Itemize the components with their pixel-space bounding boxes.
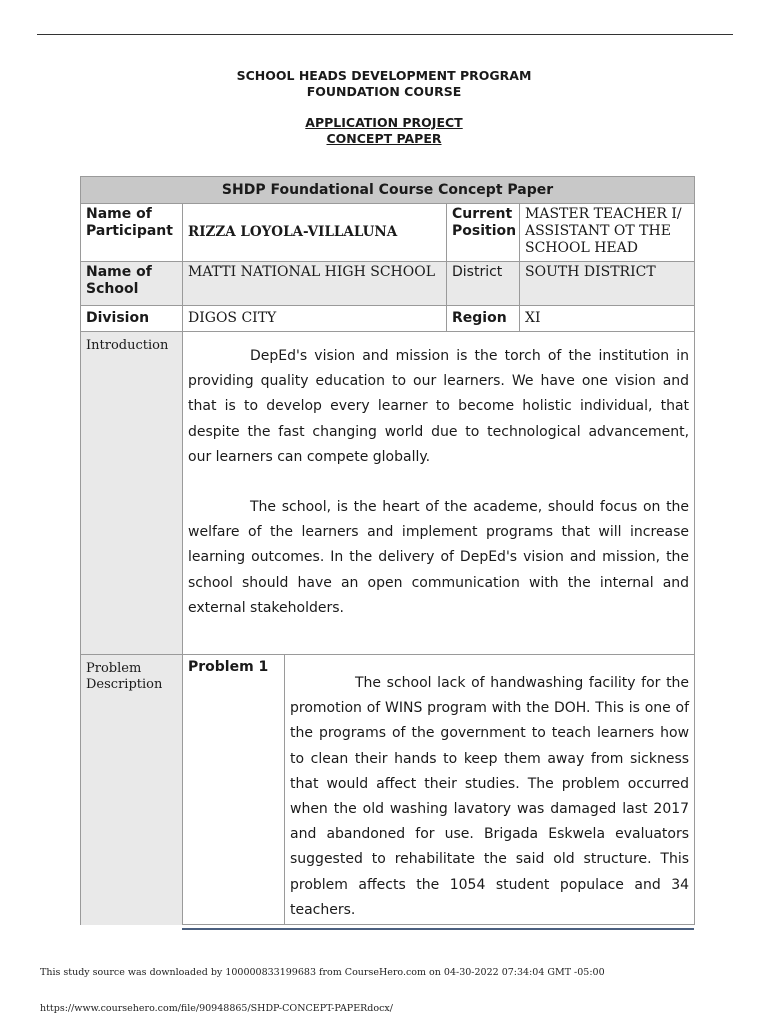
position-label: Current Position bbox=[447, 204, 520, 262]
course-title: FOUNDATION COURSE bbox=[306, 84, 462, 99]
problem1-label: Problem 1 bbox=[183, 655, 285, 925]
introduction-row bbox=[81, 332, 695, 655]
region-value: XI bbox=[520, 306, 695, 332]
paper-title: CONCEPT PAPER bbox=[326, 131, 442, 146]
problem1-text: The school lack of handwashing facility for the promotion of WINS program with the DOH. This is one of the programs of the government to teach learners how to clean their hands to keep them away from sickness that would affect their studies. The problem occurred when the old washing lavatory was damaged last 2017 and abandoned for use. Brigada Eskwela evaluators suggested to rehabilitate the said old structure. This problem affects the 1054 student populace and 34 teachers. bbox=[290, 675, 690, 918]
school-row bbox=[81, 262, 695, 306]
problem-row bbox=[81, 655, 695, 925]
division-row bbox=[81, 306, 695, 332]
introduction-paragraph-1: DepEd's vision and mission is the torch of the institution in providing quality education to our learners. We have one vision and that is to develop every learner to become holistic individual, that despite the fast changing world due to technological advancement, our learners can compete globally. bbox=[188, 348, 690, 465]
district-value: SOUTH DISTRICT bbox=[520, 262, 695, 306]
participant-label: Name of Participant bbox=[81, 204, 183, 262]
school-label: Name of School bbox=[81, 262, 183, 306]
concept-paper-table bbox=[80, 176, 695, 925]
introduction-body bbox=[183, 332, 695, 655]
source-footer: This study source was downloaded by 100000833199683 from CourseHero.com on 04-30-2022 07:34:04 GMT -05:00 bbox=[40, 967, 605, 978]
division-label: Division bbox=[81, 306, 183, 332]
school-value: MATTI NATIONAL HIGH SCHOOL bbox=[183, 262, 447, 306]
district-label: District bbox=[447, 262, 520, 306]
division-value: DIGOS CITY bbox=[183, 306, 447, 332]
introduction-label: Introduction bbox=[81, 332, 183, 655]
paper-title-wrap bbox=[0, 131, 768, 147]
participant-row bbox=[81, 204, 695, 262]
introduction-paragraph-2: The school, is the heart of the academe, should focus on the welfare of the learners and implement programs that will increase learning outcomes. In the delivery of DepEd's vision and mission, the school should have an open communication with the internal and external stakeholders. bbox=[188, 499, 690, 616]
project-title-wrap bbox=[0, 115, 768, 131]
participant-value: RIZZA LOYOLA-VILLALUNA bbox=[183, 204, 447, 262]
url-footer: https://www.coursehero.com/file/90948865/SHDP-CONCEPT-PAPERdocx/ bbox=[40, 1003, 393, 1014]
problem-description-label: Problem Description bbox=[81, 655, 183, 925]
problem1-body bbox=[285, 655, 695, 925]
top-rule bbox=[37, 34, 733, 35]
region-label: Region bbox=[447, 306, 520, 332]
project-title: APPLICATION PROJECT bbox=[305, 115, 463, 130]
table-title: SHDP Foundational Course Concept Paper bbox=[81, 177, 695, 204]
table-title-row bbox=[81, 177, 695, 204]
program-title: SCHOOL HEADS DEVELOPMENT PROGRAM bbox=[236, 68, 532, 83]
position-value: MASTER TEACHER I/ ASSISTANT OT THE SCHOOL HEAD bbox=[520, 204, 695, 262]
table-bottom-border bbox=[182, 928, 694, 930]
